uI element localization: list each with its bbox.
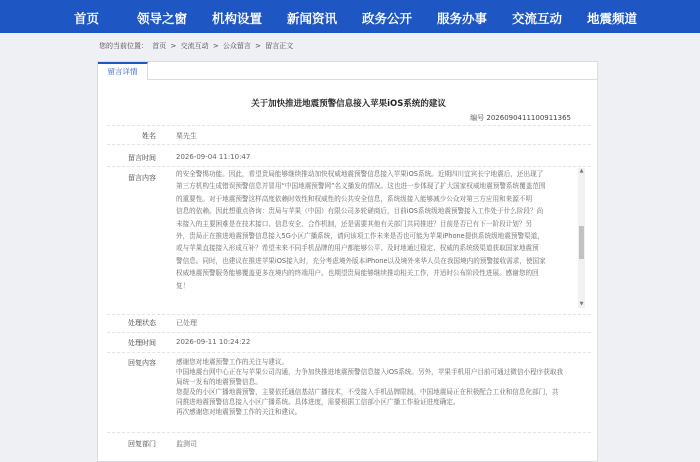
nav-item-organization[interactable]: 机构设置 <box>212 11 263 26</box>
message-content-label: 留言内容 <box>128 174 156 182</box>
nav-item-services[interactable]: 服务办事 <box>437 11 488 26</box>
content-line: 警信息。同时，也建议在推进苹果iOS接入时，充分考虑境外版本iPhone以及境外来华人员在我国境内的预警接收需求，使国家 <box>176 256 546 265</box>
serial-number <box>470 113 571 123</box>
scroll-up-icon[interactable]: ▲ <box>579 168 584 174</box>
reply-line: 您提及的小区广播地震预警，主要依托通信基站广播技术，不受接入手机品牌限制。中国地震局正在积极配合工业和信息化部门，共 <box>176 388 559 396</box>
scroll-down-icon[interactable]: ▼ <box>579 301 584 307</box>
breadcrumb-separator: > <box>255 42 262 50</box>
nav-item-government-affairs[interactable]: 政务公开 <box>362 11 413 26</box>
breadcrumb <box>99 41 295 51</box>
reply-line: 感谢您对地震预警工作的关注与建议。 <box>176 358 289 366</box>
row-divider <box>107 144 591 145</box>
message-time-value: 2026-09-04 11:10:47 <box>176 153 251 161</box>
reply-line: 再次感谢您对地震预警工作的关注和建议。 <box>176 408 302 416</box>
scrollbar-thumb[interactable] <box>579 226 584 259</box>
reply-dept-label: 回复部门 <box>128 440 156 448</box>
content-line: 的重要性。对于地震预警这样高度依赖时效性和权威性的公共安全信息，系统级接入能够减少公众对第三方应用和来源不明 <box>176 194 533 203</box>
reply-line: 中国地震台网中心正在与苹果公司沟通，力争加快推进地震预警信息接入iOS系统。另外，苹果手机用户目前可通过微信小程序获取我 <box>176 368 564 376</box>
breadcrumb-separator: > <box>170 42 177 50</box>
process-time-label: 处理时间 <box>128 339 156 347</box>
breadcrumb-public-message-link[interactable]: 公众留言 <box>222 42 251 50</box>
reply-line: 同推进地震预警信息接入小区广播系统。具体进度，需要根据工信部小区广播工作验证进度确定。 <box>176 398 460 406</box>
status-label: 处理状态 <box>128 319 156 327</box>
message-content-text[interactable] <box>176 168 574 310</box>
name-value: 栗先生 <box>176 132 197 140</box>
tab-message-detail[interactable]: 留言详情 <box>98 62 148 80</box>
content-line: 复！ <box>176 281 190 290</box>
breadcrumb-current: 留言正文 <box>265 42 294 50</box>
process-time-value: 2026-09-11 10:24:22 <box>176 338 251 346</box>
message-title: 关于加快推进地震预警信息接入苹果iOS系统的建议 <box>251 99 446 109</box>
serial-label: 编号 <box>470 114 485 122</box>
name-label: 姓名 <box>142 132 156 140</box>
message-detail-panel <box>97 61 598 462</box>
message-time-label: 留言时间 <box>128 154 156 162</box>
nav-item-home[interactable]: 首页 <box>74 11 100 26</box>
reply-dept-value: 监测司 <box>176 440 197 448</box>
row-divider <box>107 314 591 315</box>
breadcrumb-separator: > <box>212 42 219 50</box>
content-line: 或与苹果直接接入形成互补？希望未来不同手机品牌的用户都能够公平、及时地通过稳定、权威的系统级渠道获取国家地震预 <box>176 244 539 253</box>
row-divider <box>107 352 591 353</box>
content-line: 的安全警惕功能。因此，希望贵局能够继续推动加快权威地震预警信息接入苹果iOS系统。近期四川宜宾长宁地震后，还出现了 <box>176 170 544 178</box>
serial-value: 2026090411100911365 <box>486 114 571 122</box>
nav-item-news[interactable]: 新闻资讯 <box>287 11 338 26</box>
nav-item-interaction[interactable]: 交流互动 <box>512 11 563 26</box>
tab-divider <box>148 79 597 80</box>
nav-item-leadership[interactable]: 领导之窗 <box>137 11 188 26</box>
content-line: 信息的依赖。因此想重点咨询：贵局与苹果（中国）有限公司多轮磋商后，目前iOS系统级地震预警接入工作处于什么阶段？尚 <box>176 207 544 216</box>
row-divider <box>107 432 591 433</box>
breadcrumb-home-link[interactable]: 首页 <box>152 42 167 50</box>
content-line: 外，贵局正在推进地震预警信息接入5G小区广播系统，请问该项工作未来是否也可能为苹果iPhone提供系统级地震预警渠道， <box>176 232 544 241</box>
reply-line: 局统一发布的地震预警信息。 <box>176 378 262 386</box>
breadcrumb-interaction-link[interactable]: 交流互动 <box>180 42 209 50</box>
content-line: 权威地震预警服务能够覆盖更多在境内的终端用户。也期望贵局能够继续推动相关工作，并适时公布阶段性进展。感谢您的回 <box>176 269 539 278</box>
content-line: 未接入的主要困难是在技术接口、信息安全、合作机制，还是需要其他有关部门共同推进？目前是否已有下一阶段计划？另 <box>176 219 533 228</box>
content-line: 第三方机构生成错误预警信息并冒用“中国地震预警网”名义播发的情况。这也进一步体现了扩大国家权威地震预警系统覆盖范围 <box>176 182 546 191</box>
content-scrollbar[interactable] <box>578 168 585 308</box>
row-divider <box>107 166 591 167</box>
top-navigation-bar <box>0 0 700 33</box>
breadcrumb-prefix: 您的当前位置： <box>99 42 148 50</box>
row-divider <box>107 125 591 126</box>
status-value: 已处理 <box>176 319 197 327</box>
reply-content-label: 回复内容 <box>128 359 156 367</box>
reply-content-text <box>176 357 580 417</box>
row-divider <box>107 332 591 333</box>
nav-item-earthquake-channel[interactable]: 地震频道 <box>587 11 638 26</box>
